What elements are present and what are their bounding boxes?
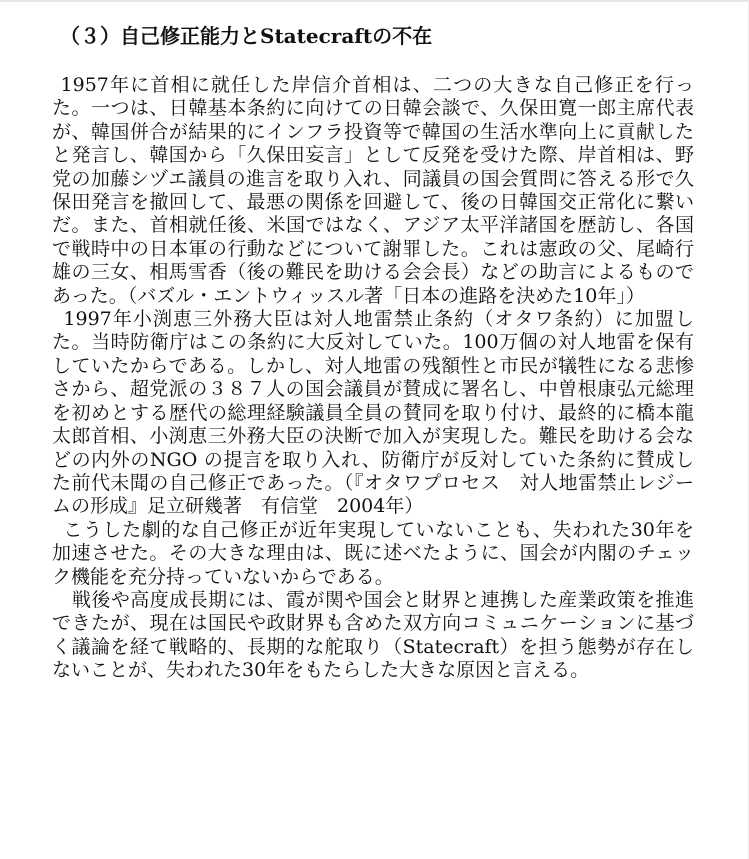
- document-page: [52, 22, 694, 683]
- paragraph-ottawa-treaty: 1997年小渕恵三外務大臣は対人地雷禁止条約（オタワ条約）に加盟した。当時防衛庁はこの条約に大反対していた。100万個の対人地雷を保有していたからである。しかし、対人地雷の残額性と市民が犠牲になる悲惨さから、超党派の３８７人の国会議員が賛成に署名し、中曽根康弘元総理を初めとする歴代の総理経験議員全員の賛同を取り付け、最終的に橋本龍太郎首相、小渕恵三外務大臣の決断で加入が実現した。難民を助ける会などの内外のNGO の提言を取り入れ、防衛庁が反対していた条約に賛成した前代未聞の自己修正であった。（『オタワプロセス 対人地雷禁止レジームの形成』足立研幾著 有信堂 2004年）: [52, 308, 694, 518]
- paragraph-kishi-self-correction: 1957年に首相に就任した岸信介首相は、二つの大きな自己修正を行った。一つは、日韓基本条約に向けての日韓会談で、久保田寛一郎主席代表が、韓国併合が結果的にインフラ投資等で韓国の生活水準向上に貢献したと発言し、韓国から「久保田妄言」として反発を受けた際、岸首相は、野党の加藤シヅエ議員の進言を取り入れ、同議員の国会質問に答える形で久保田発言を撤回して、最悪の関係を回避して、後の日韓国交正常化に繋いだ。また、首相就任後、米国ではなく、アジア太平洋諸国を歴訪し、各国で戦時中の日本軍の行動などについて謝罪した。これは憲政の父、尾崎行雄の三女、相馬雪香（後の難民を助ける会会長）などの助言によるものであった。（バズル・エントウィッスル著「日本の進路を決めた10年」）: [52, 74, 694, 307]
- paragraph-statecraft: 戦後や高度成長期には、霞が関や国会と財界と連携した産業政策を推進できたが、現在は国民や政財界も含めた双方向コミュニケーションに基づく議論を経て戦略的、長期的な舵取り（Statecraft）を担う態勢が存在しないことが、失われた30年をもたらした大きな原因と言える。: [52, 588, 694, 682]
- section-heading: （３）自己修正能力とStatecraftの不在: [60, 24, 433, 48]
- top-edge-line: [0, 0, 749, 2]
- paragraph-lost-decades: こうした劇的な自己修正が近年実現していないことも、失われた30年を加速させた。その大きな理由は、既に述べたように、国会が内閣のチェック機能を充分持っていないからである。: [52, 518, 694, 588]
